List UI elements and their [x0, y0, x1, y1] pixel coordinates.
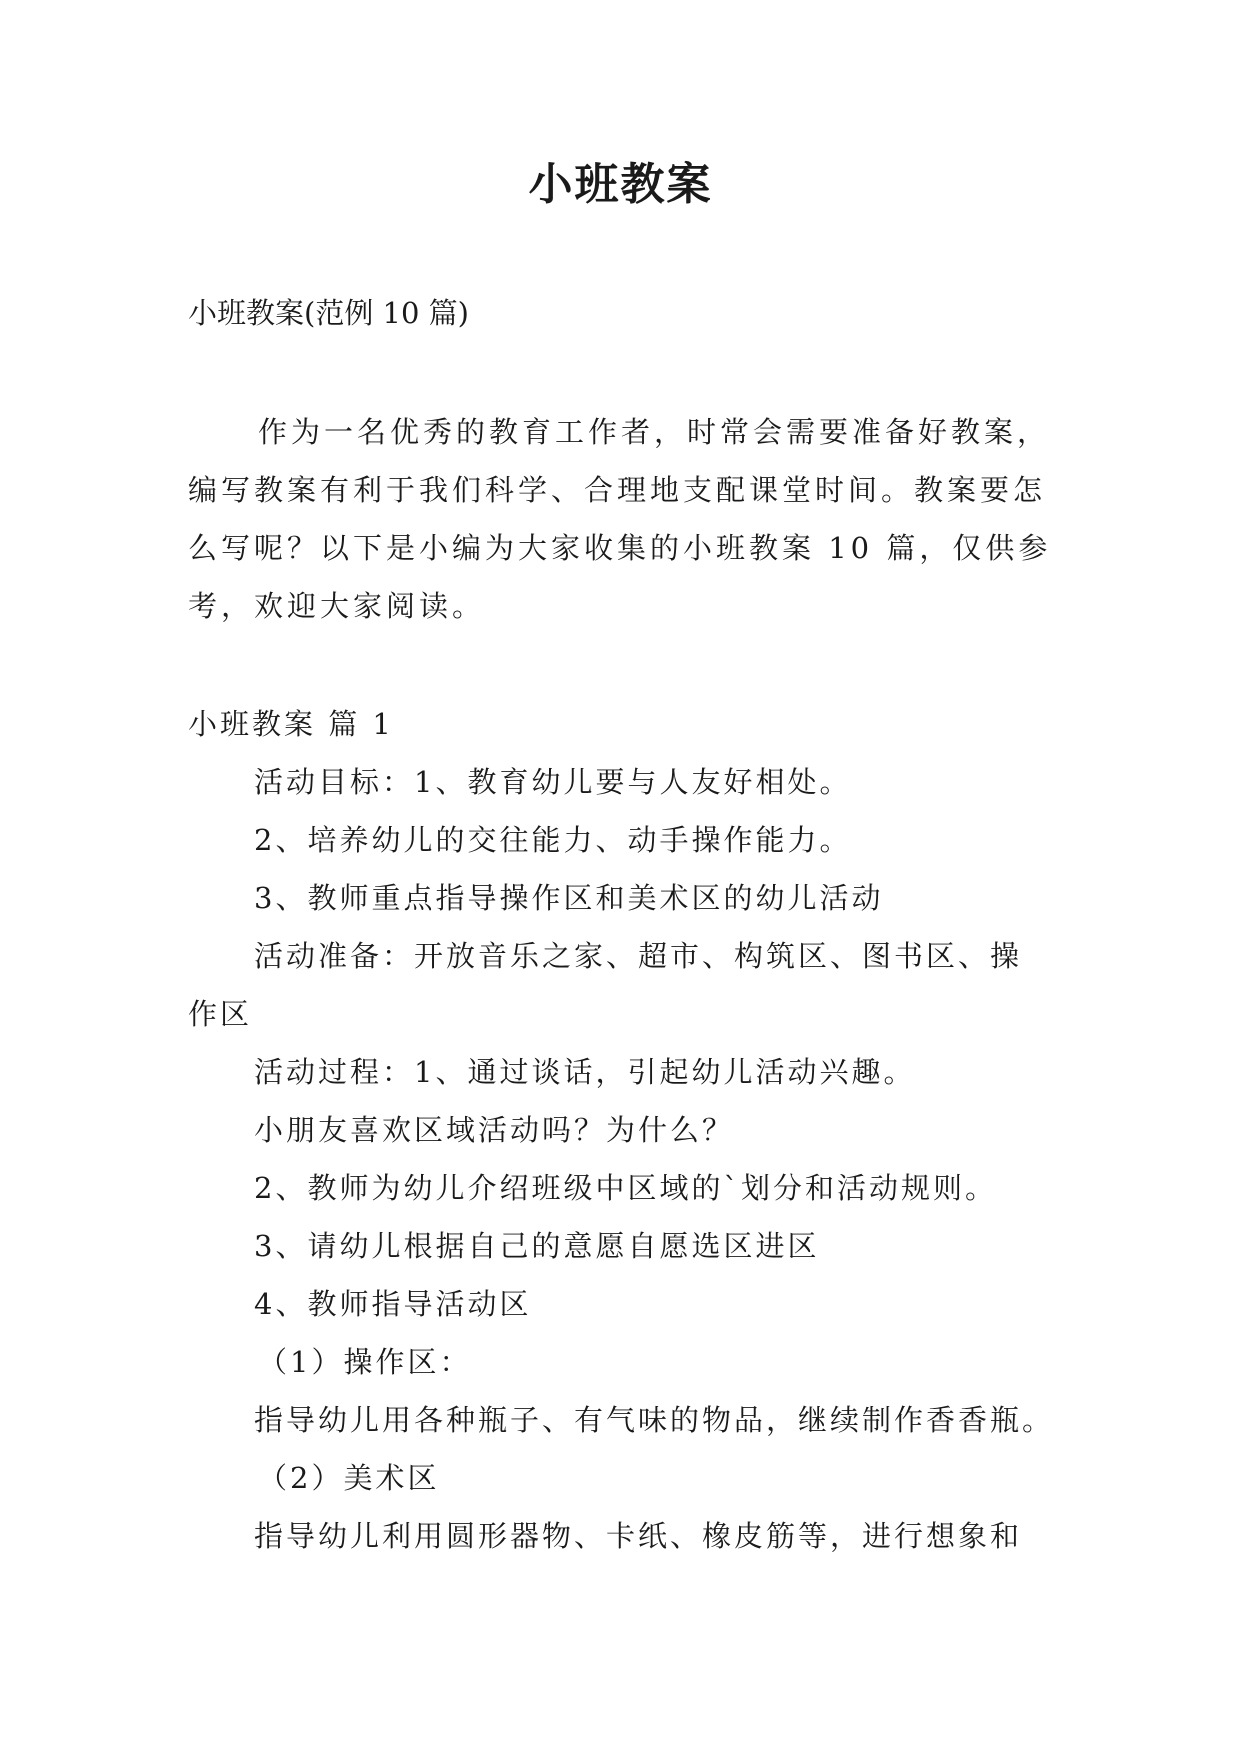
body-line: （2）美术区 — [258, 1461, 440, 1495]
body-line: 作区 — [188, 997, 253, 1031]
body-line: 3、请幼儿根据自己的意愿自愿选区进区 — [254, 1229, 820, 1263]
intro-line: 作为一名优秀的教育工作者，时常会需要准备好教案， — [258, 415, 1051, 449]
document-subtitle: 小班教案(范例 10 篇) — [188, 296, 469, 330]
body-line: 小朋友喜欢区域活动吗？为什么？ — [254, 1113, 735, 1147]
section-body — [188, 695, 1056, 1565]
body-line: （1）操作区： — [258, 1345, 472, 1379]
body-line: 3、教师重点指导操作区和美术区的幼儿活动 — [254, 881, 884, 915]
page-title: 小班教案 — [528, 159, 713, 210]
intro-line: 么写呢？以下是小编为大家收集的小班教案 10 篇，仅供参 — [188, 531, 1052, 565]
intro-paragraph — [188, 403, 1056, 635]
body-line: 指导幼儿用各种瓶子、有气味的物品，继续制作香香瓶。 — [254, 1403, 1055, 1437]
body-line: 指导幼儿利用圆形器物、卡纸、橡皮筋等，进行想象和 — [254, 1519, 1023, 1553]
body-line: 活动准备：开放音乐之家、超市、构筑区、图书区、操 — [254, 939, 1023, 973]
body-line: 2、教师为幼儿介绍班级中区域的`划分和活动规则。 — [254, 1171, 997, 1205]
body-line: 活动目标：1、教育幼儿要与人友好相处。 — [254, 765, 852, 799]
section-heading: 小班教案 篇 1 — [188, 707, 394, 741]
body-line: 2、培养幼儿的交往能力、动手操作能力。 — [254, 823, 852, 857]
intro-line: 考，欢迎大家阅读。 — [188, 589, 486, 623]
body-line: 活动过程：1、通过谈话，引起幼儿活动兴趣。 — [254, 1055, 916, 1089]
body-line: 4、教师指导活动区 — [254, 1287, 532, 1321]
intro-line: 编写教案有利于我们科学、合理地支配课堂时间。教案要怎 — [188, 473, 1047, 507]
